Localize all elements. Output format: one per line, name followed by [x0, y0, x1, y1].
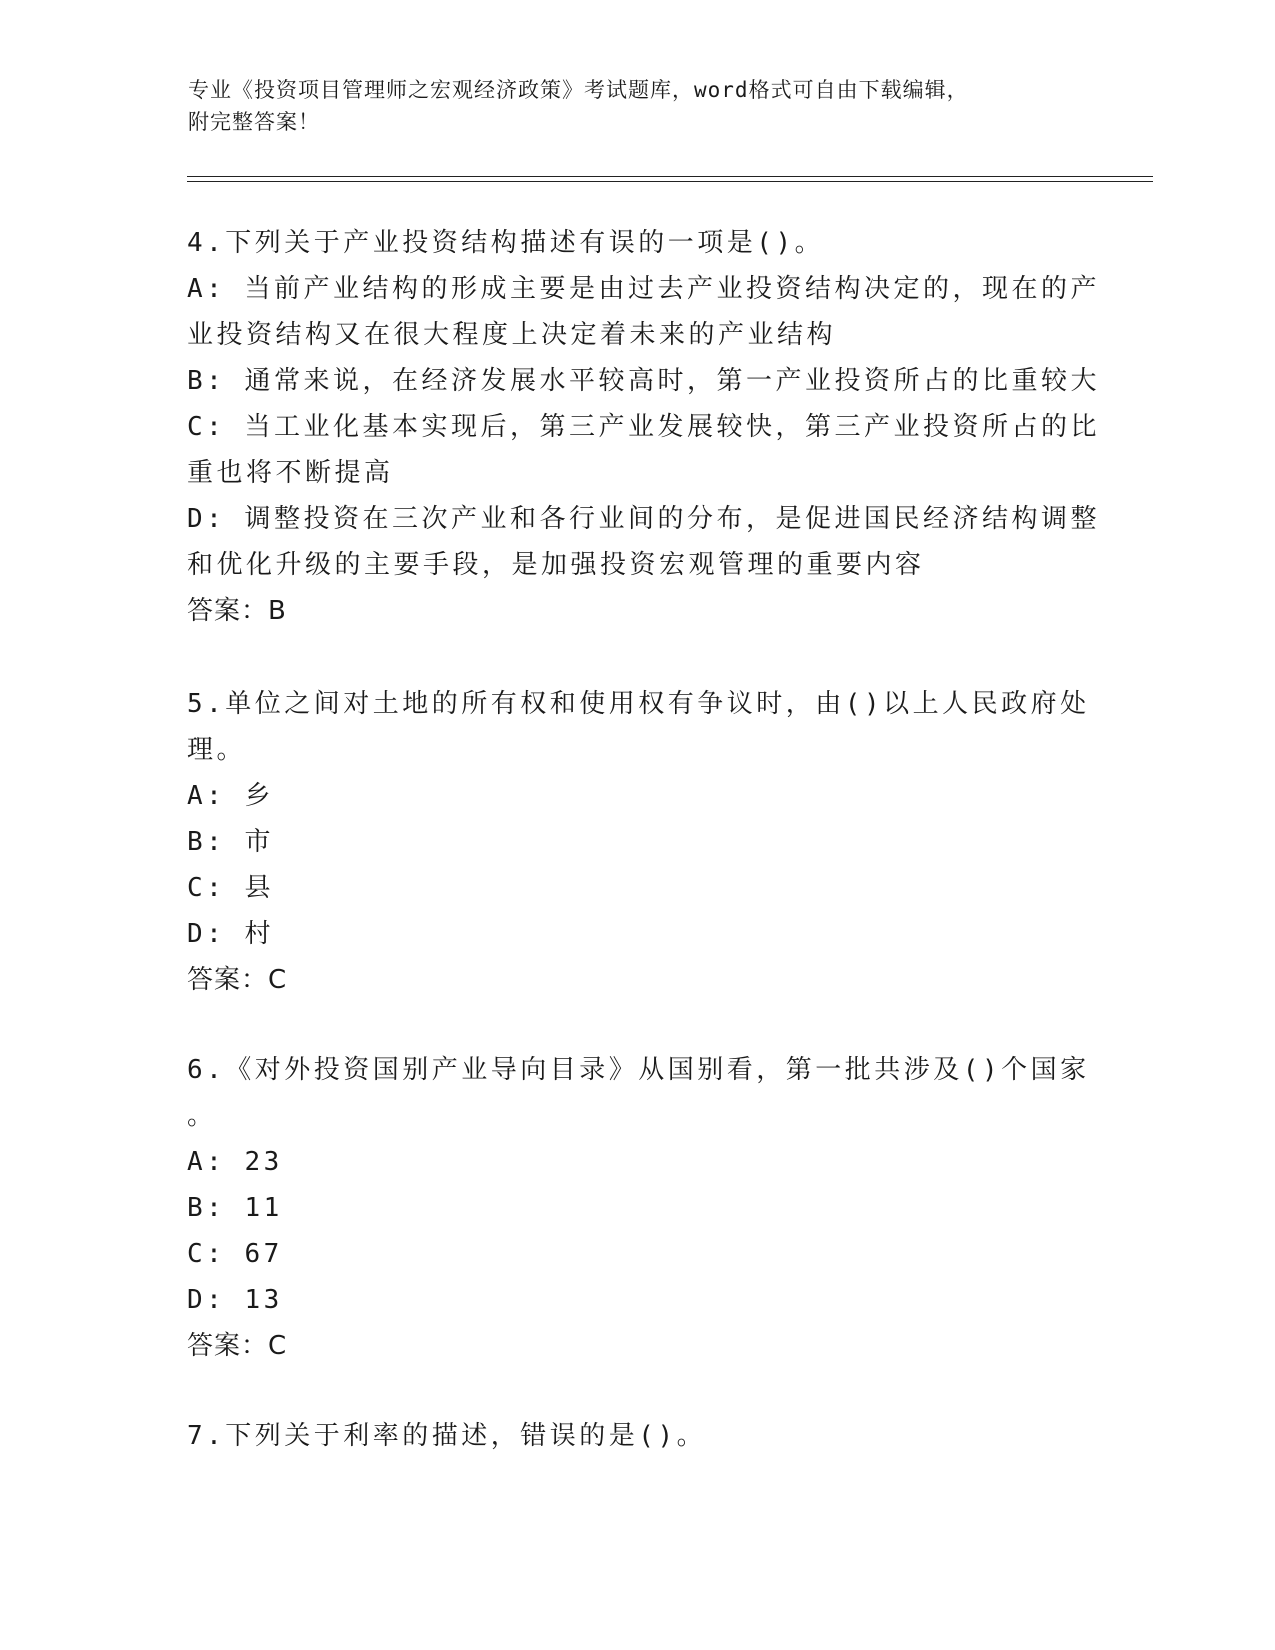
answer-label: 答案：C — [187, 1331, 288, 1361]
option-d-continued: 和优化升级的主要手段，是加强投资宏观管理的重要内容 — [187, 550, 925, 580]
option-d: D: 村 — [187, 919, 274, 949]
question-6 — [187, 1047, 1090, 1369]
option-c-continued: 重也将不断提高 — [187, 458, 394, 488]
option-c: C: 当工业化基本实现后，第三产业发展较快，第三产业投资所占的比 — [187, 412, 1100, 442]
option-d: D: 调整投资在三次产业和各行业间的分布，是促进国民经济结构调整 — [187, 504, 1100, 534]
option-a: A: 乡 — [187, 781, 274, 811]
question-stem: 6.《对外投资国别产业导向目录》从国别看，第一批共涉及()个国家 — [187, 1055, 1090, 1085]
question-7 — [187, 1413, 1067, 1459]
header-divider-top — [187, 176, 1153, 177]
header-divider-bottom — [187, 181, 1153, 182]
option-a: A: 当前产业结构的形成主要是由过去产业投资结构决定的，现在的产 — [187, 274, 1100, 304]
question-4 — [187, 220, 1100, 634]
option-b: B: 11 — [187, 1193, 283, 1223]
question-stem: 7.下列关于利率的描述，错误的是()。 — [187, 1421, 707, 1451]
answer-label: 答案：B — [187, 596, 287, 626]
question-stem: 5.单位之间对土地的所有权和使用权有争议时，由()以上人民政府处 — [187, 689, 1090, 719]
question-stem-continued: 理。 — [187, 735, 247, 765]
question-5 — [187, 681, 1090, 1003]
header-line-1: 专业《投资项目管理师之宏观经济政策》考试题库，word格式可自由下载编辑， — [188, 78, 969, 102]
option-b: B: 通常来说，在经济发展水平较高时，第一产业投资所占的比重较大 — [187, 366, 1100, 396]
option-a-continued: 业投资结构又在很大程度上决定着未来的产业结构 — [187, 320, 837, 350]
option-d: D: 13 — [187, 1285, 283, 1315]
option-b: B: 市 — [187, 827, 274, 857]
document-header — [188, 74, 1068, 138]
option-c: C: 县 — [187, 873, 274, 903]
question-stem-continued: 。 — [187, 1101, 217, 1131]
answer-label: 答案：C — [187, 965, 288, 995]
header-line-2: 附完整答案！ — [188, 110, 320, 134]
option-a: A: 23 — [187, 1147, 283, 1177]
question-stem: 4.下列关于产业投资结构描述有误的一项是()。 — [187, 228, 825, 258]
option-c: C: 67 — [187, 1239, 283, 1269]
